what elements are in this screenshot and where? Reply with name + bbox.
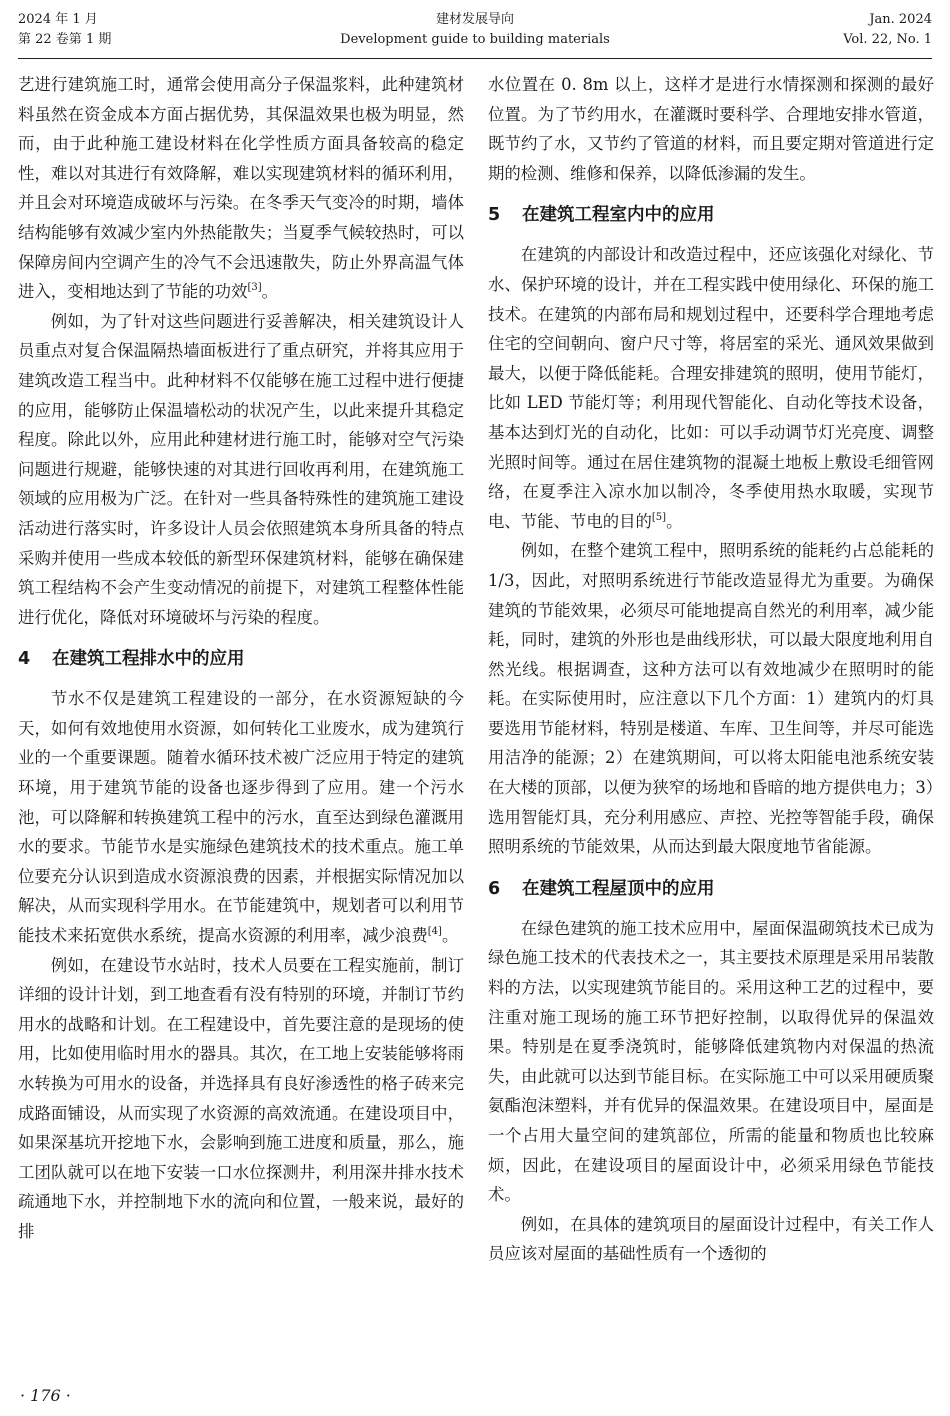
page-number: · 176 ·: [20, 1386, 71, 1405]
left-column: [18, 70, 464, 1247]
header-date-en: Jan. 2024: [869, 12, 932, 27]
section-number: 4: [18, 649, 31, 670]
paragraph: 例如，在整个建筑工程中，照明系统的能耗约占总能耗的 1/3，因此，对照明系统进行节能改造显得尤为重要。为确保建筑的节能效果，必须尽可能地提高自然光的利用率，减少能耗，同时，建筑的外形也是曲线形状，可以最大限度地利用自然光线。根据调查，这种方法可以有效地减少在照明时的能耗。在实际使用时，应注意以下几个方面：1）建筑内的灯具要选用节能材料，特别是楼道、车库、卫生间等，并尽可能选用洁净的能源；2）在建筑期间，可以将太阳能电池系统安装在大楼的顶部，以便为狭窄的场地和昏暗的地方提供电力；3）选用智能灯具，充分利用感应、声控、光控等智能手段，确保照明系统的节能效果，从而达到最大限度地节省能源。: [488, 541, 934, 857]
paragraph: 例如，在具体的建筑项目的屋面设计过程中，有关工作人员应该对屋面的基础性质有一个透彻的: [488, 1214, 934, 1264]
paragraph: 在建筑的内部设计和改造过程中，还应该强化对绿化、节水、保护环境的设计，并在工程实践中使用绿化、环保的施工技术。在建筑的内部布局和规划过程中，还要科学合理地考虑住宅的空间朝向、窗户尺寸等，将居室的采光、通风效果做到最大，以便于降低能耗。合理安排建筑的照明，使用节能灯，比如 LED 节能灯等；利用现代智能化、自动化等技术设备，基本达到灯光的自动化，比如：可以手动调节灯光亮度、调整光照时间等。通过在居住建筑物的混凝土地板上敷设毛细管网络，在夏季注入凉水加以制冷，冬季使用热水取暖，实现节电、节能、节电的目的[5]。: [488, 245, 934, 531]
citation[interactable]: [4]: [427, 926, 442, 938]
paragraph: 例如，在建设节水站时，技术人员要在工程实施前，制订详细的设计计划，到工地查看有没有特别的环境，并制订节约用水的战略和计划。在工程建设中，首先要注意的是现场的使用，比如使用临时用水的器具。其次，在工地上安装能够将雨水转换为可用水的设备，并选择具有良好渗透性的格子砖来完成路面铺设，从而实现了水资源的高效流通。在建设项目中，如果深基坑开挖地下水，会影响到施工进度和质量，那么，施工团队就可以在地下安装一口水位探测井，利用深井排水技术疏通地下水，并控制地下水的流向和位置，一般来说，最好的排: [18, 955, 464, 1241]
paragraph: 例如，为了针对这些问题进行妥善解决，相关建筑设计人员重点对复合保温隔热墙面板进行了重点研究，并将其应用于建筑改造工程当中。此种材料不仅能够在施工过程中进行便捷的应用，能够防止保温墙松动的状况产生，以此来提升其稳定程度。除此以外，应用此种建材进行施工时，能够对空气污染问题进行规避，能够快速的对其进行回收再利用，在建筑施工领域的应用极为广泛。在针对一些具备特殊性的建筑施工建设活动进行落实时，许多设计人员会依照建筑本身所具备的特点采购并使用一些成本较低的新型环保建筑材料，能够在确保建筑工程结构不会产生变动情况的前提下，对建筑工程整体性能进行优化，降低对环境破坏与污染的程度。: [18, 311, 464, 627]
journal-title-cn: 建材发展导向: [435, 12, 514, 27]
section-number: 6: [488, 878, 501, 899]
citation[interactable]: [3]: [247, 282, 262, 294]
paragraph: 水位置在 0. 8m 以上，这样才是进行水情探测和探测的最好位置。为了节约用水，在灌溉时要科学、合理地安排水管道，既节约了水，又节约了管道的材料，而且要定期对管道进行定期的检测、维修和保养，以降低渗漏的发生。: [488, 75, 934, 183]
section-title: 在建筑工程室内中的应用: [522, 205, 715, 226]
section-heading-6: [488, 874, 934, 904]
header-date: 2024 年 1 月: [18, 12, 98, 27]
running-header: [18, 10, 932, 60]
right-column: [488, 70, 934, 1269]
section-heading-5: [488, 200, 934, 230]
header-volume-en: Vol. 22, No. 1: [843, 32, 932, 47]
journal-title-en: Development guide to building materials: [340, 32, 610, 47]
section-heading-4: [18, 644, 464, 674]
paragraph: 节水不仅是建筑工程建设的一部分，在水资源短缺的今天，如何有效地使用水资源，如何转化工业废水，成为建筑行业的一个重要课题。随着水循环技术被广泛应用于特定的建筑环境，用于建筑节能的设备也逐步得到了应用。建一个污水池，可以降解和转换建筑工程中的污水，直至达到绿色灌溉用水的要求。节能节水是实施绿色建筑技术的技术重点。施工单位要充分认识到造成水资源浪费的因素，并根据实际情况加以解决，从而实现科学用水。在节能建筑中，规划者可以利用节能技术来拓宽供水系统，提高水资源的利用率，减少浪费[4]。: [18, 689, 464, 946]
citation[interactable]: [5]: [651, 511, 667, 523]
section-title: 在建筑工程排水中的应用: [52, 649, 245, 670]
header-rule: [18, 58, 932, 59]
header-issue-info-en: [843, 10, 932, 50]
section-title: 在建筑工程屋顶中的应用: [522, 878, 715, 899]
paragraph: 在绿色建筑的施工技术应用中，屋面保温砌筑技术已成为绿色施工技术的代表技术之一，其主要技术原理是采用吊装散料的方法，以实现建筑节能目的。采用这种工艺的过程中，要注重对施工现场的施工环节把好控制，以取得优异的保温效果。特别是在夏季浇筑时，能够降低建筑物内对保温的热流失，由此就可以达到节能目标。在实际施工中可以采用硬质聚氨酯泡沫塑料，并有优异的保温效果。在建设项目中，屋面是一个占用大量空间的建筑部位，所需的能量和物质也比较麻烦，因此，在建设项目的屋面设计中，必须采用绿色节能技术。: [488, 918, 934, 1205]
paragraph: 艺进行建筑施工时，通常会使用高分子保温浆料，此种建筑材料虽然在资金成本方面占据优势，其保温效果也极为明显，然而，由于此种施工建设材料在化学性质方面具备较高的稳定性，难以对其进行有效降解，难以实现建筑材料的循环利用，并且会对环境造成破坏与污染。在冬季天气变冷的时期，墙体结构能够有效减少室内外热能散失；当夏季气候较热时，可以保障房间内空调产生的冷气不会迅速散失，防止外界高温气体进入，变相地达到了节能的功效[3]。: [18, 75, 464, 302]
header-volume: 第 22 卷第 1 期: [18, 32, 112, 47]
section-number: 5: [488, 205, 501, 226]
header-journal-title: [18, 10, 932, 50]
